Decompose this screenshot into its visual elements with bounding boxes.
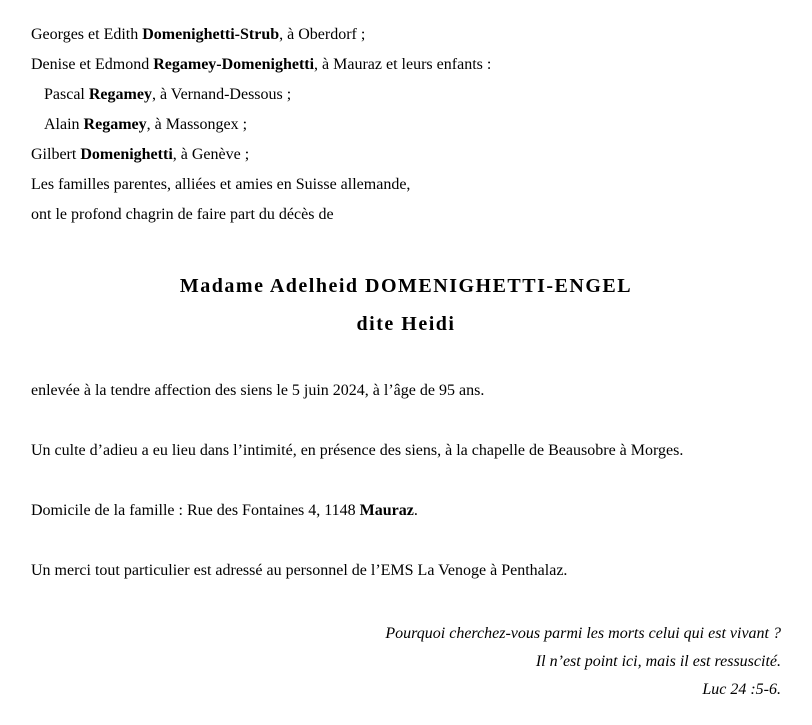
announcement-body xyxy=(31,376,781,586)
quote-line-2: Il n’est point ici, mais il est ressuscité. xyxy=(535,653,781,670)
text-segment: enlevée à la tendre affection des siens le 5 juin 2024, à l’âge de 95 ans. xyxy=(31,382,485,399)
text-segment: Domicile de la famille : Rue des Fontaines 4, 1148 xyxy=(31,502,360,519)
family-line-alain xyxy=(44,110,781,140)
ceremony-paragraph xyxy=(31,436,781,466)
family-line-denise xyxy=(31,50,781,80)
text-segment: . xyxy=(413,502,418,519)
text-segment: ont le profond chagrin de faire part du décès de xyxy=(31,206,334,223)
text-segment-bold: Regamey xyxy=(83,116,147,133)
deceased-nickname-heading: dite Heidi xyxy=(356,313,456,335)
relatives-line xyxy=(31,170,781,200)
text-segment: , à Massongex ; xyxy=(146,116,248,133)
family-address-paragraph xyxy=(31,496,781,526)
death-details-paragraph xyxy=(31,376,781,406)
text-segment: Denise et Edmond xyxy=(31,56,154,73)
text-segment-bold: Mauraz xyxy=(359,502,414,519)
text-segment-bold: Regamey-Domenighetti xyxy=(153,56,315,73)
text-segment-bold: Domenighetti-Strub xyxy=(142,26,280,43)
text-segment: Les familles parentes, alliées et amies en Suisse allemande, xyxy=(31,176,411,193)
text-segment: , à Mauraz et leurs enfants : xyxy=(314,56,492,73)
text-segment-bold: Domenighetti xyxy=(80,146,173,163)
text-segment: Un culte d’adieu a eu lieu dans l’intimité, en présence des siens, à la chapelle de Beausobre à Morges. xyxy=(31,442,684,459)
family-line-pascal xyxy=(44,80,781,110)
quote-line-1: Pourquoi cherchez-vous parmi les morts celui qui est vivant ? xyxy=(385,625,781,642)
text-segment: , à Genève ; xyxy=(172,146,250,163)
quote-reference: Luc 24 :5-6. xyxy=(702,681,781,698)
family-announcement-list xyxy=(31,20,781,230)
family-line-georges xyxy=(31,20,781,50)
text-segment: Pascal xyxy=(44,86,89,103)
text-segment: Un merci tout particulier est adressé au personnel de l’EMS La Venoge à Penthalaz. xyxy=(31,562,568,579)
family-line-gilbert xyxy=(31,140,781,170)
announcement-line xyxy=(31,200,781,230)
text-segment: , à Vernand-Dessous ; xyxy=(151,86,292,103)
text-segment: Alain xyxy=(44,116,84,133)
text-segment: Gilbert xyxy=(31,146,81,163)
text-segment: , à Oberdorf ; xyxy=(279,26,366,43)
text-segment: Georges et Edith xyxy=(31,26,143,43)
text-segment-bold: Regamey xyxy=(88,86,152,103)
scripture-quote xyxy=(31,620,781,704)
deceased-name-heading: Madame Adelheid DOMENIGHETTI-ENGEL xyxy=(179,275,633,297)
thanks-paragraph xyxy=(31,556,781,586)
